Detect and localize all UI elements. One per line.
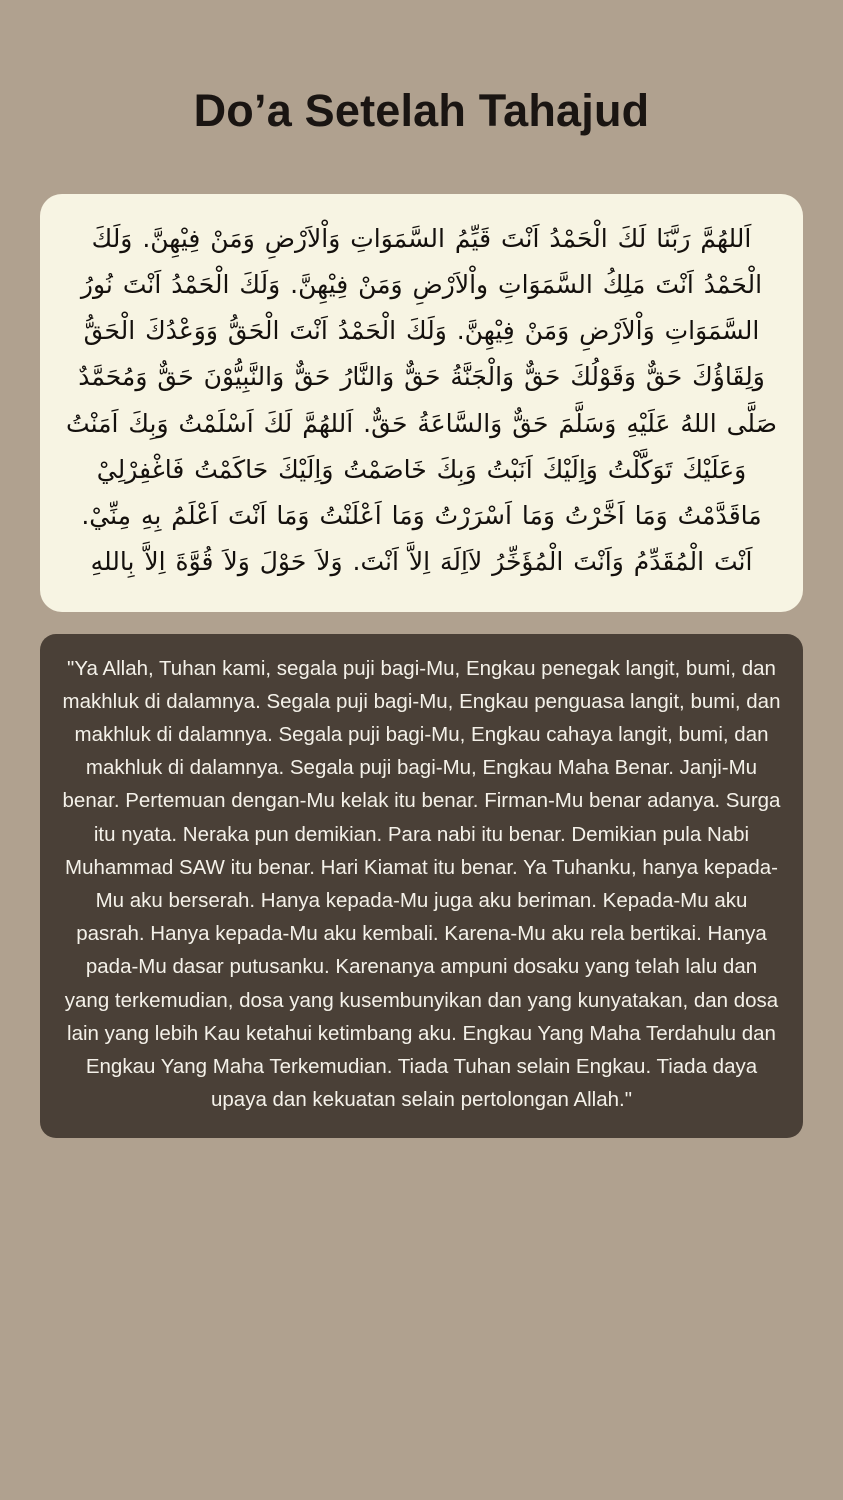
page-title: Do’a Setelah Tahajud <box>193 85 650 136</box>
arabic-dua-text: اَللهُمَّ رَبَّنَا لَكَ الْحَمْدُ اَنْتَ قَيِّمُ السَّمَوَاتِ وَاْلاَرْضِ وَمَنْ فِيْهِنَّ. وَلَكَ الْحَمْدُ اَنْتَ مَلِكُ السَّمَوَاتِ واْلاَرْضِ وَمَنْ فِيْهِنَّ. وَلَكَ الْحَمْدُ اَنْتَ نُورُ السَّمَوَاتِ وَاْلاَرْضِ وَمَنْ فِيْهِنَّ. وَلَكَ الْحَمْدُ اَنْتَ الْحَقُّ وَوَعْدُكَ الْحَقُّ وَلِقَاؤُكَ حَقٌّ وَقَوْلُكَ حَقٌّ وَالْجَنَّةُ حَقٌّ وَالنَّارُ حَقٌّ وَالنَّبِيُّوْنَ حَقٌّ وَمُحَمَّدٌ صَلَّى اللهُ عَلَيْهِ وَسَلَّمَ حَقٌّ وَالسَّاعَةُ حَقٌّ. اَللهُمَّ لَكَ اَسْلَمْتُ وَبِكَ اَمَنْتُ وَعَلَيْكَ تَوَكَّلْتُ وَاِلَيْكَ اَنَبْتُ وَبِكَ خَاصَمْتُ وَاِلَيْكَ حَاكَمْتُ فَاغْفِرْلِيْ مَاقَدَّمْتُ وَمَا اَخَّرْتُ وَمَا اَسْرَرْتُ وَمَا اَعْلَنْتُ وَمَا اَنْتَ اَعْلَمُ بِهِ مِنِّيْ. اَنْتَ الْمُقَدِّمُ وَاَنْتَ الْمُؤَخِّرُ لاَاِلَهَ اِلاَّ اَنْتَ. وَلاَ حَوْلَ وَلاَ قُوَّةَ اِلاَّ بِاللهِ <box>66 223 777 577</box>
translation-card <box>40 634 803 1139</box>
translation-text: "Ya Allah, Tuhan kami, segala puji bagi-Mu, Engkau penegak langit, bumi, dan makhluk di dalamnya. Segala puji bagi-Mu, Engkau penguasa langit, bumi, dan makhluk di dalamnya. Segala puji bagi-Mu, Engkau cahaya langit, bumi, dan makhluk di dalamnya. Segala puji bagi-Mu, Engkau Maha Benar. Janji-Mu benar. Pertemuan dengan-Mu kelak itu benar. Firman-Mu benar adanya. Surga itu nyata. Neraka pun demikian. Para nabi itu benar. Demikian pula Nabi Muhammad SAW itu benar. Hari Kiamat itu benar. Ya Tuhanku, hanya kepada-Mu aku berserah. Hanya kepada-Mu juga aku beriman. Kepada-Mu aku pasrah. Hanya kepada-Mu aku kembali. Karena-Mu aku rela bertikai. Hanya pada-Mu dasar putusanku. Karenanya ampuni dosaku yang telah lalu dan yang terkemudian, dosa yang kusembunyikan dan yang kunyatakan, dan dosa lain yang lebih Kau ketahui ketimbang aku. Engkau Yang Maha Terdahulu dan Engkau Yang Maha Terkemudian. Tiada Tuhan selain Engkau. Tiada daya upaya dan kekuatan selain pertolongan Allah." <box>62 656 781 1112</box>
arabic-dua-card <box>40 194 803 612</box>
